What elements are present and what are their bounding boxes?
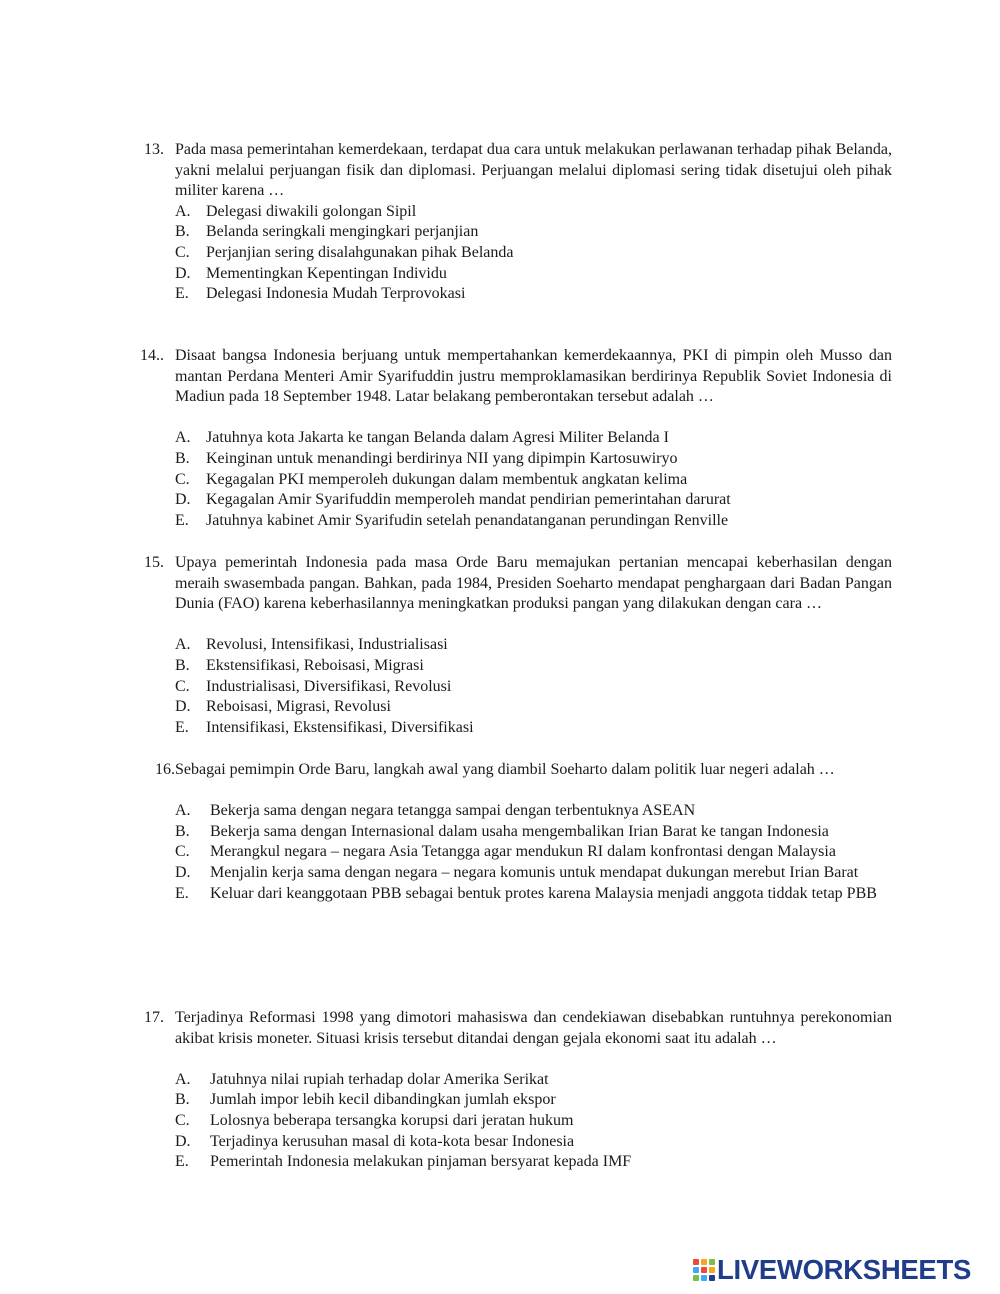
option-text: Belanda seringkali mengingkari perjanjian — [206, 223, 479, 241]
question-number: 14.. — [140, 347, 164, 364]
option-letter: C. — [175, 843, 190, 861]
option-e — [175, 511, 892, 532]
liveworksheets-logo-icon — [693, 1259, 715, 1281]
option-text: Intensifikasi, Ekstensifikasi, Diversifikasi — [206, 718, 474, 736]
options-list — [175, 635, 892, 738]
option-letter: B. — [175, 223, 190, 241]
option-e — [175, 884, 892, 905]
option-text: Kegagalan Amir Syarifuddin memperoleh mandat pendirian pemerintahan darurat — [206, 491, 731, 509]
option-letter: A. — [175, 636, 191, 654]
option-c — [175, 1111, 892, 1132]
question-number: 16. — [155, 761, 175, 778]
option-letter: E. — [175, 1153, 189, 1171]
option-d — [175, 1132, 892, 1153]
question-stem: Disaat bangsa Indonesia berjuang untuk mempertahankan kemerdekaannya, PKI di pimpin oleh Musso dan mantan Perdana Menteri Amir Syarifuddin justru memproklamasikan berdirinya Republik Soviet Indonesia di Madiun pada 18 September 1948. Latar belakang pemberontakan tersebut adalah … — [175, 347, 892, 406]
option-text: Delegasi Indonesia Mudah Terprovokasi — [206, 285, 466, 303]
question-number: 13. — [144, 141, 164, 158]
option-text: Jatuhnya kabinet Amir Syarifudin setelah penandatanganan perundingan Renville — [206, 511, 729, 529]
option-text: Merangkul negara – negara Asia Tetangga agar mendukun RI dalam konfrontasi dengan Malaysia — [210, 843, 836, 861]
option-text: Terjadinya kerusuhan masal di kota-kota besar Indonesia — [210, 1132, 575, 1150]
option-a — [175, 801, 892, 822]
option-letter: D. — [175, 698, 191, 716]
option-text: Revolusi, Intensifikasi, Industrialisasi — [206, 636, 448, 654]
option-letter: C. — [175, 470, 190, 488]
option-text: Industrialisasi, Diversifikasi, Revolusi — [206, 677, 452, 695]
option-text: Menjalin kerja sama dengan negara – negara komunis untuk mendapat dukungan merebut Irian Barat — [210, 863, 859, 881]
option-text: Perjanjian sering disalahgunakan pihak Belanda — [206, 243, 514, 261]
option-text: Keinginan untuk menandingi berdirinya NII yang dipimpin Kartosuwiryo — [206, 449, 678, 467]
option-letter: E. — [175, 718, 189, 736]
options-list — [175, 801, 892, 904]
option-text: Reboisasi, Migrasi, Revolusi — [206, 698, 391, 716]
liveworksheets-logo-text: LIVEWORKSHEETS — [717, 1254, 972, 1285]
question-number: 15. — [144, 554, 164, 571]
option-e — [175, 718, 892, 739]
option-a — [175, 635, 892, 656]
option-letter: D. — [175, 1132, 191, 1150]
option-a — [175, 202, 892, 223]
option-e — [175, 284, 892, 305]
option-letter: D. — [175, 491, 191, 509]
options-list — [175, 428, 892, 531]
option-letter: B. — [175, 822, 190, 840]
option-text: Pemerintah Indonesia melakukan pinjaman bersyarat kepada IMF — [210, 1153, 632, 1171]
option-text: Delegasi diwakili golongan Sipil — [206, 202, 417, 220]
option-text: Bekerja sama dengan Internasional dalam usaha mengembalikan Irian Barat ke tangan Indonesia — [210, 822, 829, 840]
option-text: Keluar dari keanggotaan PBB sebagai bentuk protes karena Malaysia menjadi anggota tiddak tetap PBB — [210, 884, 877, 902]
question-stem: Upaya pemerintah Indonesia pada masa Orde Baru memajukan pertanian mencapai keberhasilan dengan meraih swasembada pangan. Bahkan, pada 1984, Presiden Soeharto mendapat penghargaan dari Badan Pangan Dunia (FAO) karena keberhasilannya meningkatkan produksi pangan yang dilakukan dengan cara … — [175, 554, 892, 613]
option-letter: B. — [175, 449, 190, 467]
liveworksheets-logo[interactable] — [693, 1255, 993, 1285]
option-letter: A. — [175, 802, 191, 820]
option-b — [175, 656, 892, 677]
option-letter: C. — [175, 243, 190, 261]
question-number: 17. — [144, 1009, 164, 1026]
option-letter: A. — [175, 202, 191, 220]
option-text: Ekstensifikasi, Reboisasi, Migrasi — [206, 656, 424, 674]
option-letter: C. — [175, 677, 190, 695]
option-text: Bekerja sama dengan negara tetangga sampai dengan terbentuknya ASEAN — [210, 802, 696, 820]
option-letter: B. — [175, 656, 190, 674]
option-a — [175, 1070, 892, 1091]
option-c — [175, 470, 892, 491]
option-letter: A. — [175, 429, 191, 447]
option-e — [175, 1152, 892, 1173]
option-text: Lolosnya beberapa tersangka korupsi dari jeratan hukum — [210, 1111, 574, 1129]
option-text: Kegagalan PKI memperoleh dukungan dalam membentuk angkatan kelima — [206, 470, 688, 488]
option-d — [175, 264, 892, 285]
option-c — [175, 842, 892, 863]
option-b — [175, 822, 892, 843]
option-d — [175, 863, 892, 884]
option-text: Jatuhnya nilai rupiah terhadap dolar Amerika Serikat — [210, 1070, 549, 1088]
option-letter: B. — [175, 1091, 190, 1109]
question-stem: Terjadinya Reformasi 1998 yang dimotori mahasiswa dan cendekiawan disebabkan runtuhnya perekonomian akibat krisis moneter. Situasi krisis tersebut ditandai dengan gejala ekonomi saat itu adalah … — [175, 1009, 892, 1047]
option-d — [175, 490, 892, 511]
options-list — [175, 1070, 892, 1173]
option-letter: E. — [175, 511, 189, 529]
option-text: Jatuhnya kota Jakarta ke tangan Belanda dalam Agresi Militer Belanda I — [206, 429, 669, 447]
option-b — [175, 1090, 892, 1111]
option-d — [175, 697, 892, 718]
option-letter: D. — [175, 264, 191, 282]
option-text: Mementingkan Kepentingan Individu — [206, 264, 447, 282]
option-a — [175, 428, 892, 449]
option-b — [175, 222, 892, 243]
question-stem: Pada masa pemerintahan kemerdekaan, terdapat dua cara untuk melakukan perlawanan terhadap pihak Belanda, yakni melalui perjuangan fisik dan diplomasi. Perjuangan melalui diplomasi sering tidak disetujui oleh pihak militer karena … — [175, 141, 893, 200]
option-c — [175, 243, 892, 264]
question-stem: Sebagai pemimpin Orde Baru, langkah awal yang diambil Soeharto dalam politik luar negeri adalah … — [175, 761, 835, 778]
option-letter: D. — [175, 863, 191, 881]
option-letter: E. — [175, 285, 189, 303]
option-letter: E. — [175, 884, 189, 902]
option-text: Jumlah impor lebih kecil dibandingkan jumlah ekspor — [210, 1091, 556, 1109]
option-c — [175, 677, 892, 698]
options-list — [175, 202, 892, 305]
option-b — [175, 449, 892, 470]
option-letter: A. — [175, 1070, 191, 1088]
option-letter: C. — [175, 1111, 190, 1129]
